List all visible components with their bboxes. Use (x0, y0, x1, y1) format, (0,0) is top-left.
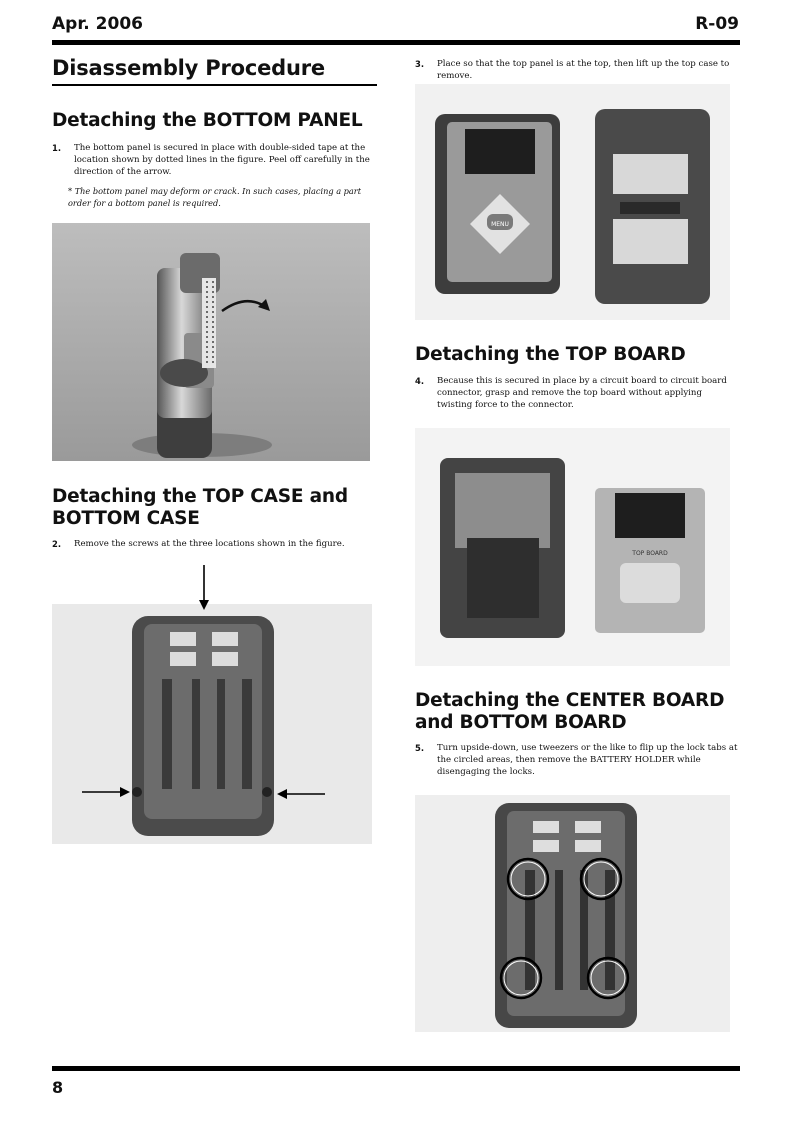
header-date: Apr. 2006 (52, 14, 143, 34)
step-text: Place so that the top panel is at the top, then lift up the top case to remove. (437, 59, 730, 82)
step-3 (415, 58, 740, 82)
step-2 (52, 538, 370, 550)
section-heading-center-board (415, 690, 724, 734)
title-rule (52, 84, 377, 86)
page-title: Disassembly Procedure (52, 56, 325, 80)
step-text: Remove the screws at the three locations shown in the figure. (74, 539, 345, 549)
step-number: 5. (415, 743, 425, 753)
step-4 (415, 375, 733, 412)
header-model: R-09 (695, 14, 739, 34)
photo-bottom-panel (52, 223, 370, 461)
photo-top-board-removed (415, 428, 730, 666)
step-text: Because this is secured in place by a circuit board to circuit board connector, grasp and remove the top board without applying twisting force to the connector. (437, 376, 727, 411)
step-number: 4. (415, 376, 425, 386)
heading-line: and BOTTOM BOARD (415, 712, 627, 733)
heading-line: BOTTOM CASE (52, 508, 200, 529)
section-heading-top-case (52, 486, 348, 530)
step-number: 1. (52, 143, 62, 153)
step-text: The bottom panel is secured in place with double-sided tape at the location shown by dotted lines in the figure. Peel off carefully in the direction of the arrow. (74, 143, 370, 178)
photo-lock-tabs (415, 795, 730, 1032)
step-number: 2. (52, 539, 62, 549)
photo-top-case-removed (415, 84, 730, 320)
header-rule (52, 40, 740, 45)
menu-key-label: MENU (491, 221, 509, 228)
step-number: 3. (415, 59, 425, 69)
section-heading-bottom-panel: Detaching the BOTTOM PANEL (52, 110, 363, 131)
board-label: TOP BOARD (632, 550, 668, 557)
screw-arrows (30, 560, 350, 820)
step-1 (52, 142, 370, 179)
heading-line: Detaching the TOP CASE and (52, 486, 348, 507)
heading-line: Detaching the CENTER BOARD (415, 690, 725, 711)
step-5 (415, 742, 740, 779)
section-heading-top-board: Detaching the TOP BOARD (415, 344, 686, 365)
footer-rule (52, 1066, 740, 1071)
step-1-note: * The bottom panel may deform or crack. In such cases, placing a part order for a bottom panel is required. (68, 186, 362, 208)
step-text: Turn upside-down, use tweezers or the like to flip up the lock tabs at the circled areas, then remove the BATTERY HOLDER while disengaging the locks. (437, 743, 738, 778)
page-number: 8 (52, 1078, 64, 1097)
